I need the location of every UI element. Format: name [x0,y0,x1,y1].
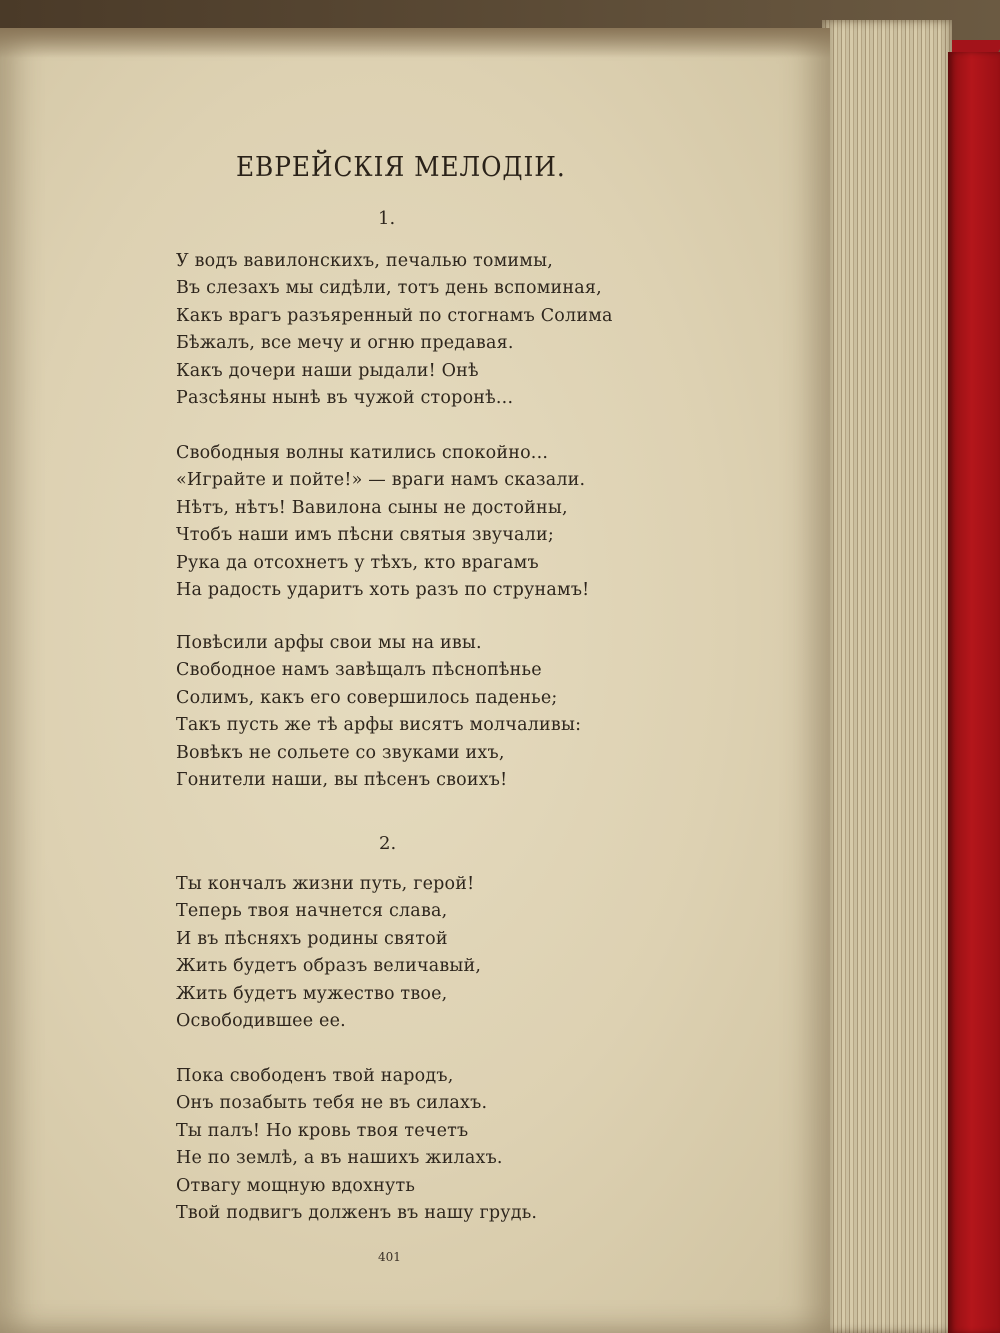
poem-line: Такъ пусть же тѣ арфы висятъ молчаливы: [176,715,582,736]
poem-line: Повѣсили арфы свои мы на ивы. [176,633,482,653]
poem-line: Освободившее ее. [176,1010,346,1031]
poem-line: «Играйте и пойте!» — враги намъ сказали. [176,470,586,491]
poem-line: Жить будетъ мужество твое, [176,983,448,1004]
poem-line: Твой подвигъ долженъ въ нашу грудь. [176,1202,538,1223]
poem-line: Вовѣкъ не сольете со звуками ихъ, [176,742,505,763]
poem-line: Теперь твоя начнется слава, [176,901,448,922]
poem-line: Какъ дочери наши рыдали! Онѣ [176,360,479,381]
poem-line: Ты кончалъ жизни путь, герой! [176,874,475,894]
stanza-1-1 [176,248,646,412]
poem-line: У водъ вавилонскихъ, печалью томимы, [176,251,553,271]
poem-line: Солимъ, какъ его совершилось паденье; [176,687,558,708]
poem-line: Отвагу мощную вдохнуть [176,1175,416,1196]
poem-line: Въ слезахъ мы сидѣли, тотъ день вспоминая, [176,278,602,299]
poem-line: Свободныя волны катились спокойно... [176,443,549,463]
red-book-cover [948,52,1000,1333]
poem-line: На радость ударитъ хоть разъ по струнамъ! [176,579,590,600]
page-stack-edges [822,20,952,1333]
poem-line: Свободное намъ завѣщалъ пѣснопѣнье [176,660,542,681]
page-number: 401 [378,1250,401,1264]
poem-line: И въ пѣсняхъ родины святой [176,928,448,949]
stanza-2-2 [176,1063,646,1227]
stanza-1-3 [176,630,646,794]
poem-line: Пока свободенъ твой народъ, [176,1066,454,1086]
poem-line: Чтобъ наши имъ пѣсни святыя звучали; [176,525,554,546]
poem-line: Гонители наши, вы пѣсенъ своихъ! [176,769,508,790]
section-number-1: 1. [378,208,396,229]
poem-line: Бѣжалъ, все мечу и огню предавая. [176,333,514,354]
stanza-2-1 [176,871,646,1035]
poem-line: Рука да отсохнетъ у тѣхъ, кто врагамъ [176,552,539,573]
section-number-2: 2. [379,833,397,854]
page-top-shadow [0,28,830,58]
poem-line: Разсѣяны нынѣ въ чужой сторонѣ... [176,387,514,408]
poem-line: Жить будетъ образъ величавый, [176,956,482,977]
stanza-1-2 [176,440,646,604]
page-title: ЕВРЕЙСКІЯ МЕЛОДІИ. [236,152,566,183]
poem-line: Какъ врагъ разъяренный по стогнамъ Солима [176,305,613,326]
poem-line: Ты палъ! Но кровь твоя течетъ [176,1120,469,1141]
poem-line: Онъ позабыть тебя не въ силахъ. [176,1093,488,1114]
poem-line: Нѣтъ, нѣтъ! Вавилона сыны не достойны, [176,497,568,518]
poem-line: Не по землѣ, а въ нашихъ жилахъ. [176,1148,503,1169]
